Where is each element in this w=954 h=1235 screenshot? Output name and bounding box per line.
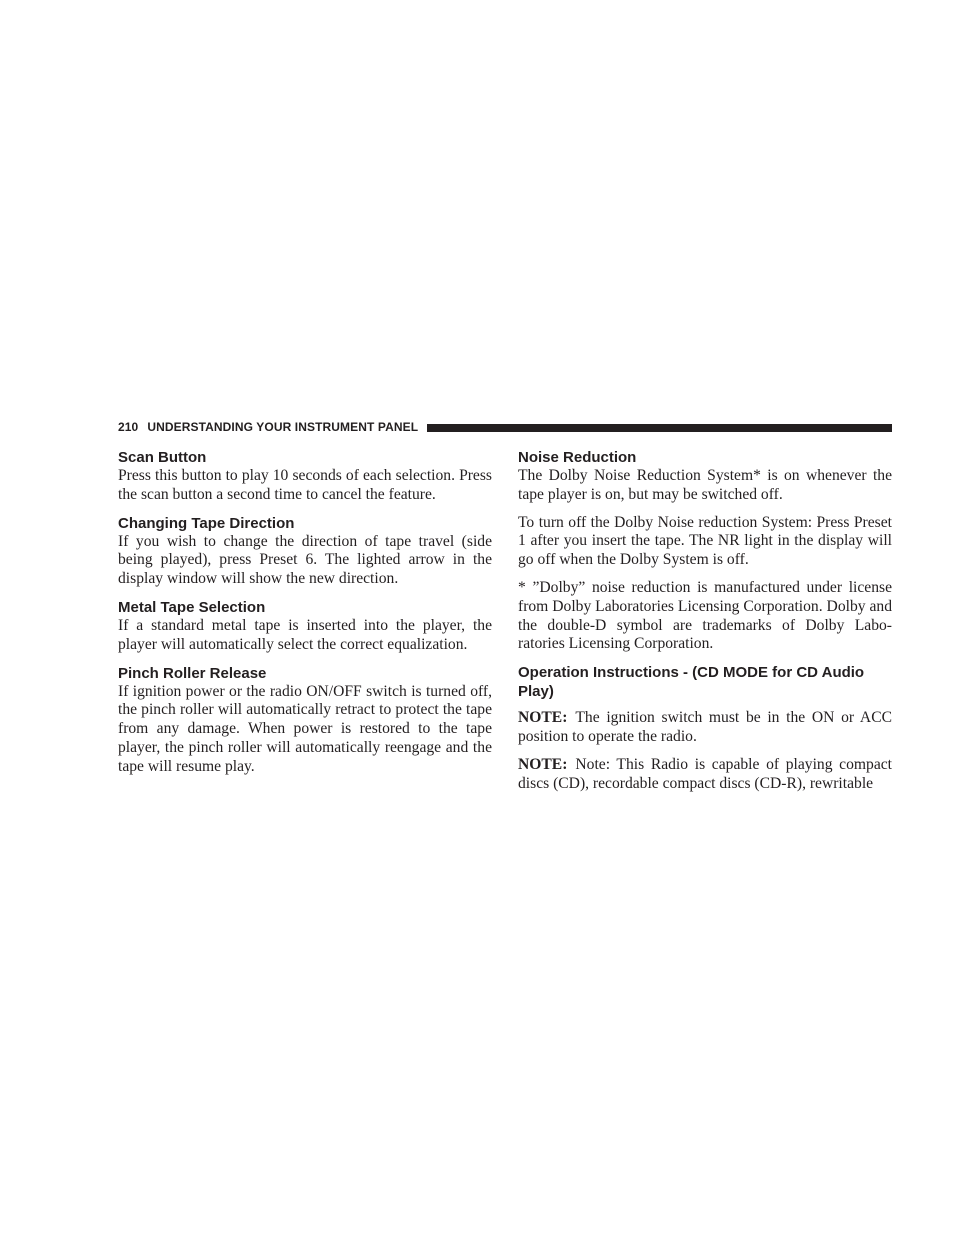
scan-button-section: [118, 448, 492, 505]
operation-instructions-section: [518, 663, 892, 793]
scan-button-body: Press this button to play 10 seconds of each selection. Press the scan button a second time to cancel the feature.: [118, 467, 492, 503]
page-number: 210: [118, 420, 139, 434]
section-title: UNDERSTANDING YOUR INSTRUMENT PANEL: [147, 420, 419, 434]
noise-reduction-body-1: The Dolby Noise Reduction System* is on whenever the tape player is on, but may be switched off.: [518, 467, 892, 503]
left-column: [118, 448, 492, 777]
changing-tape-direction-section: [118, 514, 492, 589]
note-1: [518, 709, 892, 747]
metal-tape-selection-section: [118, 598, 492, 655]
note-2: [518, 756, 892, 794]
changing-tape-direction-heading: Changing Tape Direction: [118, 514, 295, 532]
pinch-roller-release-section: [118, 664, 492, 777]
pinch-roller-release-body: If ignition power or the radio ON/OFF switch is turned off, the pinch roller will automatically retract to protect the tape from any damage. When power is restored to the tape player, the pinch roller will automatically reengage and the tape will resume play.: [118, 682, 492, 775]
header-rule: [427, 424, 892, 432]
scan-button-heading: Scan Button: [118, 449, 207, 466]
dolby-footnote: * ”Dolby” noise reduction is manufactured under license from Dolby Laboratories Licensing Corporation. Dolby and the double-D symbol are trademarks of Dolby Labo-ratories Licensing Corporation.: [518, 578, 892, 653]
noise-reduction-body-2: To turn off the Dolby Noise reduction System: Press Preset 1 after you insert the tape. The NR light in the display will go off when the Dolby System is off.: [518, 513, 892, 569]
metal-tape-selection-body: If a standard metal tape is inserted into the player, the player will automatically select the correct equalization.: [118, 616, 492, 653]
metal-tape-selection-heading: Metal Tape Selection: [118, 598, 266, 616]
note-2-label: NOTE:: [518, 755, 568, 773]
note-1-label: NOTE:: [518, 709, 568, 727]
right-column: [518, 448, 892, 793]
note-1-text: The ignition switch must be in the ON or ACC position to operate the radio.: [518, 709, 892, 745]
pinch-roller-release-heading: Pinch Roller Release: [118, 664, 267, 682]
page-header: [118, 419, 892, 435]
changing-tape-direction-body: If you wish to change the direction of tape travel (side being played), press Preset 6. The lighted arrow in the display window will show the new direction.: [118, 532, 492, 588]
noise-reduction-section: [518, 448, 892, 654]
operation-instructions-heading: Operation Instructions - (CD MODE for CD Audio Play): [518, 664, 865, 701]
note-2-text: Note: This Radio is capable of playing compact discs (CD), recordable compact discs (CD-R), rewritable: [518, 755, 892, 792]
noise-reduction-heading: Noise Reduction: [518, 449, 637, 466]
